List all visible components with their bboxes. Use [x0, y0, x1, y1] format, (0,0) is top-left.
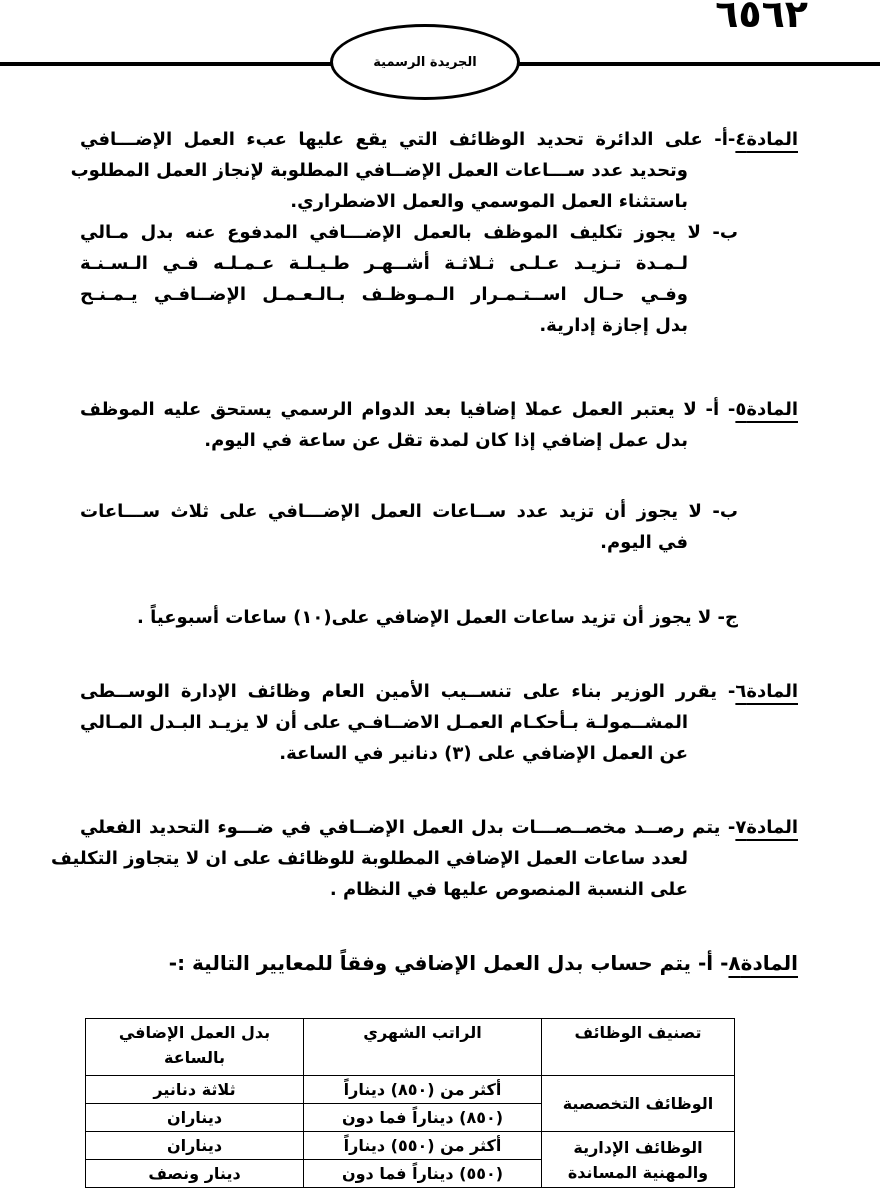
article-7-line-2: لعدد ساعات العمل الإضافي المطلوبة للوظائف على ان لا يتجاوز التكليف	[51, 848, 688, 869]
article-4	[70, 124, 798, 341]
article-4-b-line-3: وفـي حـال اســتـمـرار الـمـوظـف بـالـعـمـل الإضــافـي يـمـنـح	[80, 284, 688, 305]
table-cell-allowance: ديناران	[86, 1132, 304, 1160]
table-cell-allowance: ديناران	[86, 1104, 304, 1132]
table-cell-salary: (٨٥٠) ديناراً فما دون	[304, 1104, 542, 1132]
article-4-line-1	[80, 124, 798, 155]
article-6	[80, 676, 798, 769]
table-row	[86, 1132, 735, 1160]
article-4-b-line-4: بدل إجازة إدارية.	[539, 315, 688, 336]
overtime-criteria-table	[85, 1018, 735, 1188]
article-5-b-line-1: ب- لا يجوز أن تزيد عدد ســاعات العمل الإضـــافي على ثلاث ســـاعات	[80, 501, 738, 522]
article-7-text-1: - يتم رصــد مخصــصـــات بدل العمل الإضــافي في ضـــوء التحديد الفعلي	[80, 817, 736, 838]
table-cell-category: الوظائف التخصصية	[542, 1076, 735, 1132]
table-cell-salary: (٥٥٠) ديناراً فما دون	[304, 1160, 542, 1188]
article-5-text-1: - أ- لا يعتبر العمل عملا إضافيا بعد الدوام الرسمي يستحق عليه الموظف	[80, 399, 736, 420]
article-4-line-2: وتحديد عدد ســـاعات العمل الإضــافي المطلوبة لإنجاز العمل المطلوب	[70, 160, 688, 181]
article-4-b-line-2: لـمـدة تـزيـد عـلـى ثـلاثـة أشــهـر طـيـلـة عـمـلـه فـي الـسـنـة	[80, 253, 688, 274]
article-6-line-3: عن العمل الإضافي على (٣) دنانير في الساعة.	[279, 743, 688, 764]
article-4-b-line-1: ب- لا يجوز تكليف الموظف بالعمل الإضـــافي المدفوع عنه بدل مـالي	[80, 222, 738, 243]
table-header-allowance: بدل العمل الإضافي بالساعة	[86, 1019, 304, 1076]
article-5	[80, 394, 798, 456]
table-cell-salary: أكثر من (٨٥٠) ديناراً	[304, 1076, 542, 1104]
article-5-line-2: بدل عمل إضافي إذا كان لمدة تقل عن ساعة في اليوم.	[204, 430, 688, 451]
article-7	[51, 812, 798, 905]
page-number: ٦٥٦٢	[715, 0, 808, 36]
article-5-c	[80, 602, 798, 633]
article-5-b	[80, 496, 798, 558]
article-5-c-line-1: ج- لا يجوز أن تزيد ساعات العمل الإضافي على(١٠) ساعات أسبوعياً .	[137, 607, 738, 628]
gazette-title-oval	[330, 24, 520, 100]
article-8-text-1: - أ- يتم حساب بدل العمل الإضافي وفقاً للمعايير التالية :-	[168, 951, 729, 975]
article-8-label: المادة٨	[728, 951, 798, 975]
article-7-line-1	[80, 812, 798, 843]
article-5-line-1	[80, 394, 798, 425]
article-5-label: المادة٥	[735, 399, 798, 420]
article-8	[80, 948, 798, 979]
article-6-text-1: - يقرر الوزير بناء على تنســيب الأمين العام وظائف الإدارة الوســطى	[80, 681, 736, 702]
article-7-label: المادة٧	[735, 817, 798, 838]
table-cell-category: الوظائف الإدارية والمهنية المساندة	[542, 1132, 735, 1188]
table-cell-allowance: دينار ونصف	[86, 1160, 304, 1188]
table-cell-allowance: ثلاثة دنانير	[86, 1076, 304, 1104]
article-8-line-1	[80, 948, 798, 979]
article-6-label: المادة٦	[735, 681, 798, 702]
article-4-text-1: -أ- على الدائرة تحديد الوظائف التي يقع عليها عبء العمل الإضـــافي	[80, 129, 736, 150]
table-header-category: تصنيف الوظائف	[542, 1019, 735, 1076]
table-header-row	[86, 1019, 735, 1076]
article-5-b-line-2: في اليوم.	[600, 532, 688, 553]
article-7-line-3: على النسبة المنصوص عليها في النظام .	[329, 879, 688, 900]
article-4-label: المادة٤	[735, 129, 798, 150]
table-row	[86, 1076, 735, 1104]
article-4-line-3: باستثناء العمل الموسمي والعمل الاضطراري.	[290, 191, 688, 212]
table-cell-salary: أكثر من (٥٥٠) ديناراً	[304, 1132, 542, 1160]
table-header-salary: الراتب الشهري	[304, 1019, 542, 1076]
gazette-title: الجريدة الرسمية	[373, 54, 477, 70]
article-6-line-1	[80, 676, 798, 707]
article-6-line-2: المشــمولـة بـأحكـام العمـل الاضــافـي على أن لا يزيـد البـدل المـالي	[80, 712, 688, 733]
